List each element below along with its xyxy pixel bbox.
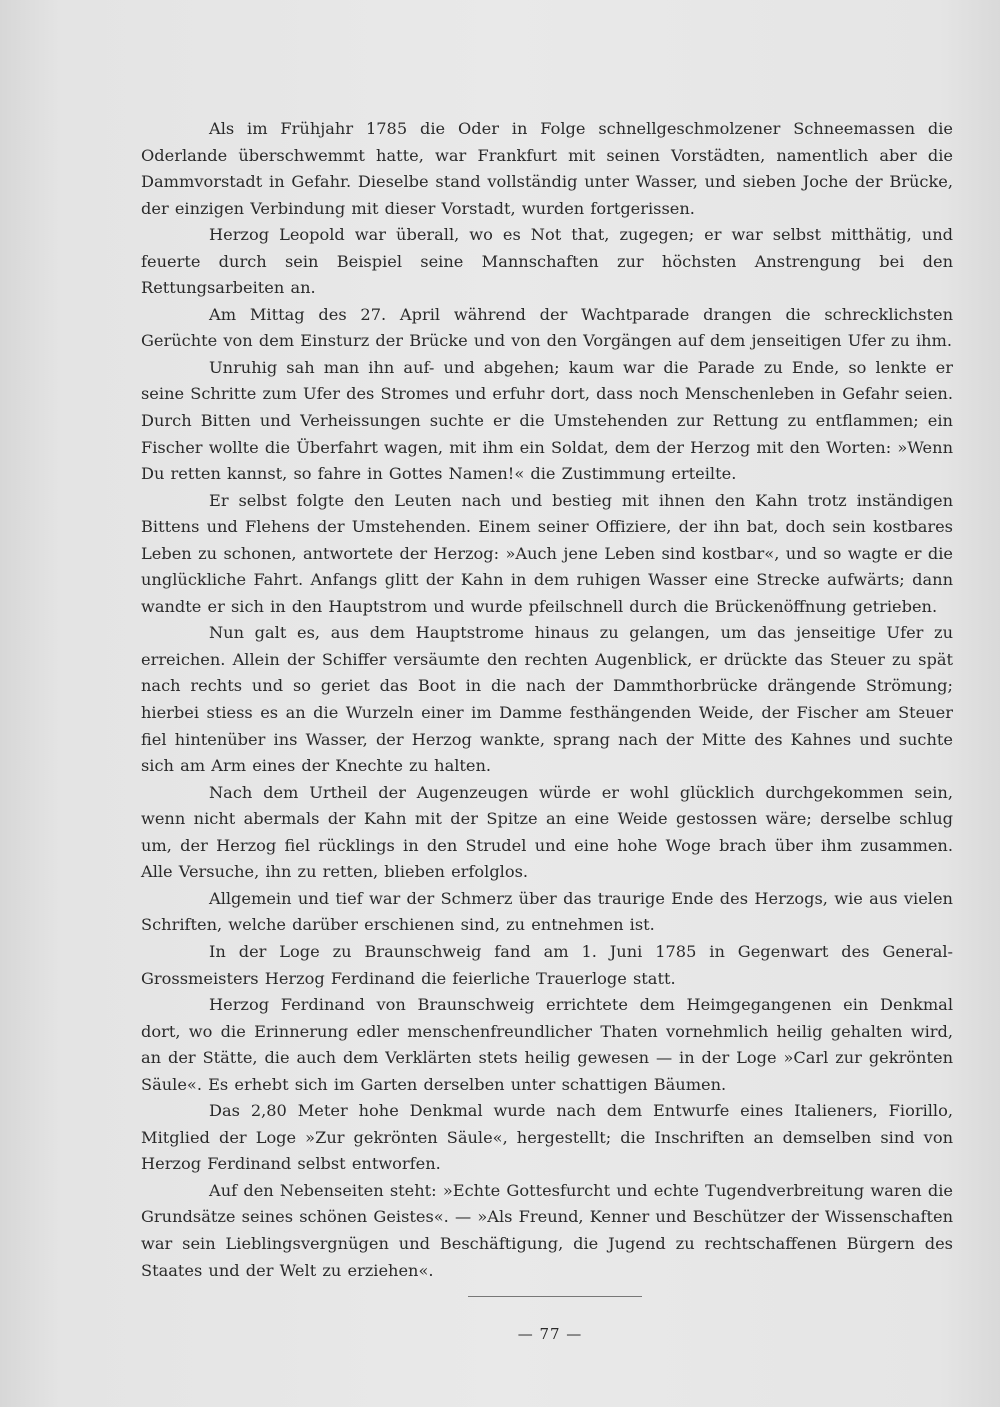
paragraph-7: Nach dem Urtheil der Augenzeugen würde er wohl glücklich durchgekommen sein, wenn nicht abermals der Kahn mit der Spitze an eine Weide gestossen wäre; derselbe schlug um, der Herzog fiel rücklings in den Strudel und eine hohe Woge brach über ihm zusammen. Alle Versuche, ihn zu retten, blieben erfolglos. (141, 782, 953, 882)
body-text (141, 116, 953, 1284)
paragraph-11: Das 2,80 Meter hohe Denkmal wurde nach dem Entwurfe eines Italieners, Fiorillo, Mitglied der Loge »Zur gekrönten Säule«, hergestellt; die Inschriften an demselben sind von Herzog Ferdinand selbst entworfen. (141, 1101, 953, 1174)
paragraph-6: Nun galt es, aus dem Hauptstrome hinaus zu gelangen, um das jenseitige Ufer zu erreichen. Allein der Schiffer versäumte den rechten Augenblick, er drückte das Steuer zu spät nach rechts und so geriet das Boot in die nach der Dammthorbrücke drängende Strömung; hierbei stiess es an die Wurzeln einer im Damme festhängenden Weide, der Fischer am Steuer fiel hintenüber ins Wasser, der Herzog wankte, sprang nach der Mitte des Kahnes und suchte sich am Arm eines der Knechte zu halten. (141, 623, 953, 776)
footer-divider (468, 1296, 642, 1297)
page-number: — 77 — (517, 1325, 583, 1343)
paragraph-9: In der Loge zu Braunschweig fand am 1. Juni 1785 in Gegenwart des General-Grossmeisters Herzog Ferdinand die feierliche Trauerloge statt. (141, 941, 953, 988)
paragraph-10: Herzog Ferdinand von Braunschweig errichtete dem Heimgegangenen ein Denkmal dort, wo die Erinnerung edler menschenfreundlicher Thaten vornehmlich heilig gehalten wird, an der Stätte, die auch dem Verklärten stets heilig gewesen — in der Loge »Carl zur gekrönten Säule«. Es erhebt sich im Garten derselben unter schattigen Bäumen. (141, 995, 953, 1094)
paragraph-3: Am Mittag des 27. April während der Wachtparade drangen die schrecklichsten Gerüchte von dem Einsturz der Brücke und von den Vorgängen auf dem jenseitigen Ufer zu ihm. (141, 304, 953, 351)
paragraph-8: Allgemein und tief war der Schmerz über das traurige Ende des Herzogs, wie aus vielen Schriften, welche darüber erschienen sind, zu entnehmen ist. (141, 888, 953, 935)
paragraph-4: Unruhig sah man ihn auf- und abgehen; kaum war die Parade zu Ende, so lenkte er seine Schritte zum Ufer des Stromes und erfuhr dort, dass noch Menschenleben in Gefahr seien. Durch Bitten und Verheissungen suchte er die Umstehenden zur Rettung zu entflammen; ein Fischer wollte die Überfahrt wagen, mit ihm ein Soldat, dem der Herzog mit den Worten: »Wenn Du retten kannst, so fahre in Gottes Namen!« die Zustimmung erteilte. (141, 357, 953, 484)
paragraph-2: Herzog Leopold war überall, wo es Not that, zugegen; er war selbst mitthätig, und feuerte durch sein Beispiel seine Mannschaften zur höchsten Anstrengung bei den Rettungsarbeiten an. (141, 225, 953, 298)
paragraph-5: Er selbst folgte den Leuten nach und bestieg mit ihnen den Kahn trotz inständigen Bittens und Flehens der Umstehenden. Einem seiner Offiziere, der ihn bat, doch sein kostbares Leben zu schonen, antwortete der Herzog: »Auch jene Leben sind kostbar«, und so wagte er die unglückliche Fahrt. Anfangs glitt der Kahn in dem ruhigen Wasser eine Strecke aufwärts; dann wandte er sich in den Hauptstrom und wurde pfeilschnell durch die Brückenöffnung getrieben. (141, 490, 953, 616)
paragraph-12: Auf den Nebenseiten steht: »Echte Gottesfurcht und echte Tugendverbreitung waren die Grundsätze seines schönen Geistes«. — »Als Freund, Kenner und Beschützer der Wissenschaften war sein Lieblingsvergnügen und Beschäftigung, die Jugend zu rechtschaffenen Bürgern des Staates und der Welt zu erziehen«. (141, 1180, 953, 1280)
paragraph-1: Als im Frühjahr 1785 die Oder in Folge schnellgeschmolzener Schneemassen die Oderlande überschwemmt hatte, war Frankfurt mit seinen Vorstädten, namentlich aber die Dammvorstadt in Gefahr. Dieselbe stand vollständig unter Wasser, und sieben Joche der Brücke, der einzigen Verbindung mit dieser Vorstadt, wurden fortgerissen. (141, 119, 953, 218)
